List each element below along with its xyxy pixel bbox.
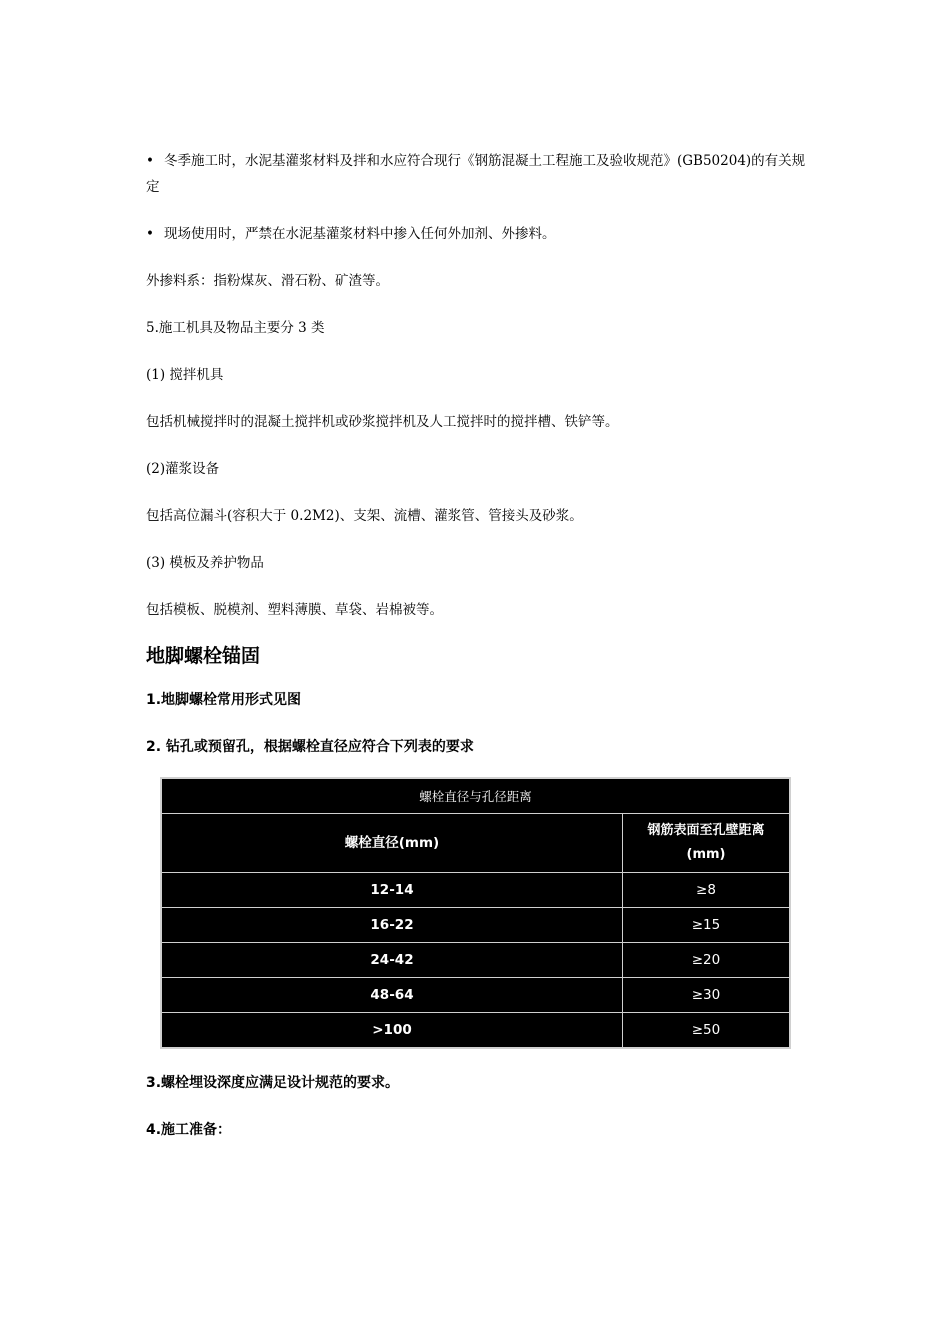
paragraph-tools-title: 5.施工机具及物品主要分 3 类	[146, 320, 325, 336]
paragraph-formwork-desc: 包括模板、脱模剂、塑料薄膜、草袋、岩棉被等。	[146, 602, 443, 618]
cell-diameter: 12-14	[162, 873, 623, 908]
bolt-spec-table	[161, 778, 790, 1048]
table-row	[162, 943, 790, 978]
paragraph-grouting-desc: 包括高位漏斗(容积大于 0.2M2)、支架、流槽、灌浆管、管接头及砂浆。	[146, 508, 583, 524]
header-distance-line1: 钢筋表面至孔壁距离	[647, 823, 765, 838]
item-3: 3.螺栓埋设深度应满足设计规范的要求。	[146, 1075, 400, 1091]
cell-distance: ≥8	[623, 873, 790, 908]
document-page	[146, 148, 810, 1143]
header-bolt-diameter: 螺栓直径(mm)	[162, 814, 623, 873]
cell-diameter: 48-64	[162, 978, 623, 1013]
cell-diameter: 24-42	[162, 943, 623, 978]
table-row	[162, 1013, 790, 1048]
bullet-paragraph-site-use: • 现场使用时，严禁在水泥基灌浆材料中掺入任何外加剂、外掺料。	[146, 221, 810, 247]
cell-distance: ≥50	[623, 1013, 790, 1048]
paragraph-mixing-desc: 包括机械搅拌时的混凝土搅拌机或砂浆搅拌机及人工搅拌时的搅拌槽、铁铲等。	[146, 414, 619, 430]
item-4: 4.施工准备：	[146, 1122, 232, 1138]
paragraph-formwork: (3) 模板及养护物品	[146, 555, 264, 571]
bullet-icon: •	[146, 226, 154, 242]
cell-diameter: 16-22	[162, 908, 623, 943]
item-1: 1.地脚螺栓常用形式见图	[146, 692, 302, 708]
table-row	[162, 978, 790, 1013]
header-distance-line2: (mm)	[686, 847, 726, 862]
table-row	[162, 873, 790, 908]
item-2: 2. 钻孔或预留孔，根据螺栓直径应符合下列表的要求	[146, 739, 474, 755]
cell-diameter: >100	[162, 1013, 623, 1048]
bullet-icon: •	[146, 153, 154, 169]
cell-distance: ≥20	[623, 943, 790, 978]
paragraph-mixing-tools: (1) 搅拌机具	[146, 367, 224, 383]
header-distance	[623, 814, 790, 873]
cell-distance: ≥15	[623, 908, 790, 943]
table-caption-row	[162, 779, 790, 814]
paragraph-grouting-equipment: (2)灌浆设备	[146, 461, 220, 477]
section-title: 地脚螺栓锚固	[146, 645, 261, 667]
paragraph-admixture: 外掺料系：指粉煤灰、滑石粉、矿渣等。	[146, 273, 389, 289]
table-row	[162, 908, 790, 943]
table-header-row	[162, 814, 790, 873]
cell-distance: ≥30	[623, 978, 790, 1013]
bullet-paragraph-winter: • 冬季施工时，水泥基灌浆材料及拌和水应符合现行《钢筋混凝土工程施工及验收规范》(GB50204)的有关规定	[146, 148, 810, 200]
table-caption: 螺栓直径与孔径距离	[162, 779, 790, 814]
